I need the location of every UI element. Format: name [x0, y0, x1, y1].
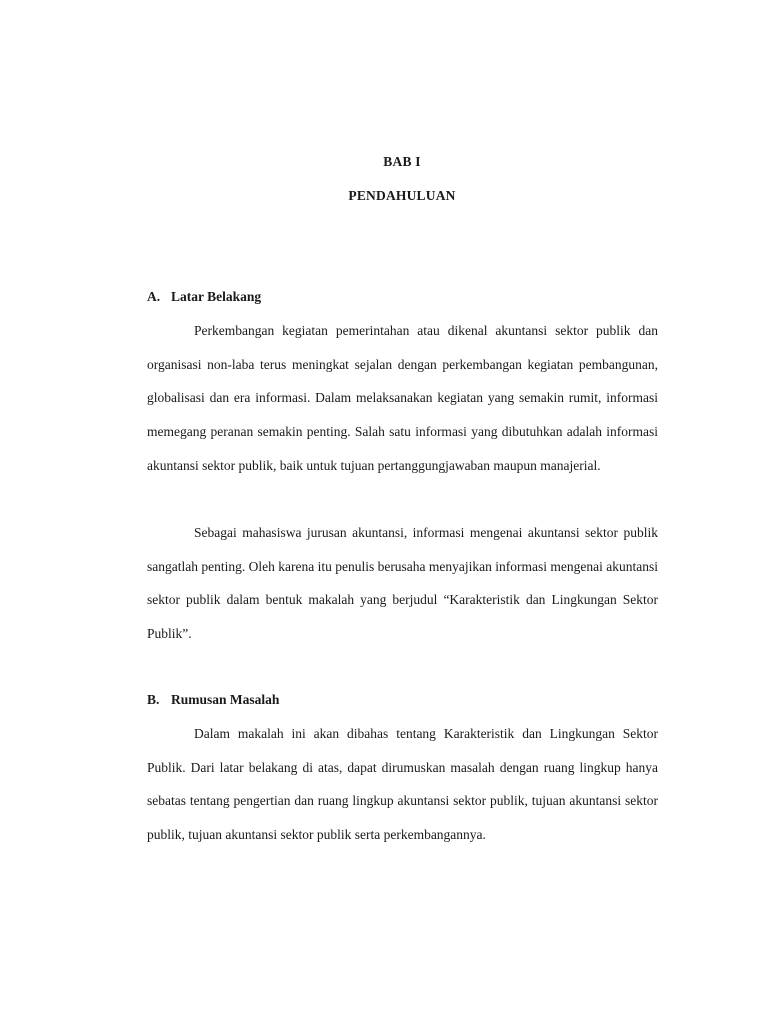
- paragraph: Sebagai mahasiswa jurusan akuntansi, informasi mengenai akuntansi sektor publik sangatlah penting. Oleh karena itu penulis berusaha menyajikan informasi mengenai akuntansi sektor publik dalam bentuk makalah yang berjudul “Karakteristik dan Lingkungan Sektor Publik”.: [147, 525, 658, 642]
- section-letter: A.: [147, 289, 161, 304]
- section-heading-latar-belakang: [147, 289, 261, 305]
- chapter-number: BAB I: [383, 154, 421, 169]
- paragraph: Dalam makalah ini akan dibahas tentang Karakteristik dan Lingkungan Sektor Publik. Dari latar belakang di atas, dapat dirumuskan masalah dengan ruang lingkup hanya sebatas tentang pengertian dan ruang lingkup akuntansi sektor publik, tujuan akuntansi sektor publik, tujuan akuntansi sektor publik serta perkembangannya.: [147, 726, 658, 843]
- section-title: Latar Belakang: [171, 289, 262, 304]
- section-letter: B.: [147, 692, 160, 707]
- paragraph: Perkembangan kegiatan pemerintahan atau dikenal akuntansi sektor publik dan organisasi non-laba terus meningkat sejalan dengan perkembangan kegiatan pembangunan, globalisasi dan era informasi. Dalam melaksanakan kegiatan yang semakin rumit, informasi memegang peranan semakin penting. Salah satu informasi yang dibutuhkan adalah informasi akuntansi sektor publik, baik untuk tujuan pertanggungjawaban maupun manajerial.: [147, 323, 658, 473]
- section-heading-rumusan-masalah: [147, 692, 279, 708]
- chapter-title: PENDAHULUAN: [348, 188, 456, 203]
- section-title: Rumusan Masalah: [171, 692, 280, 707]
